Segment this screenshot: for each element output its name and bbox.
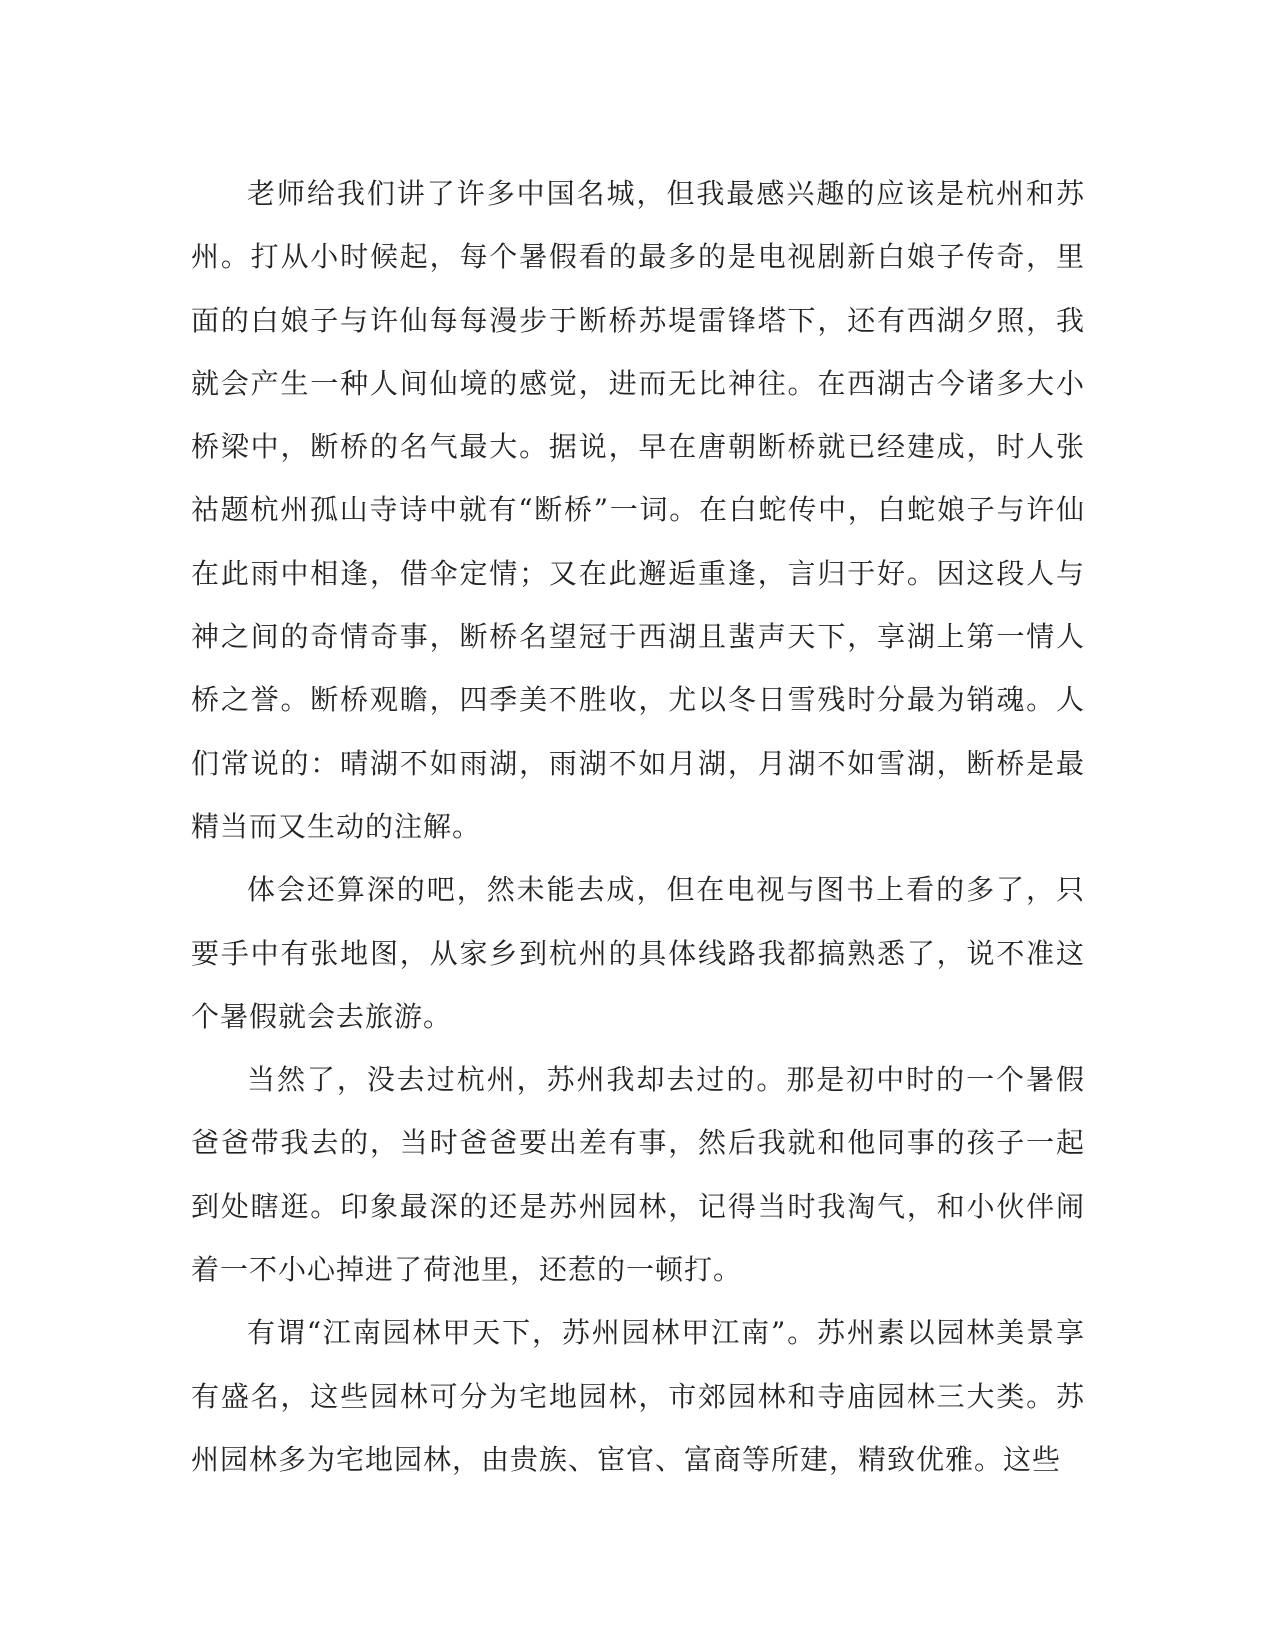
paragraph-3: 当然了，没去过杭州，苏州我却去过的。那是初中时的一个暑假爸爸带我去的，当时爸爸要出差有事，然后我就和他同事的孩子一起到处瞎逛。印象最深的还是苏州园林，记得当时我淘气，和小伙伴闹着一不小心掉进了荷池里，还惹的一顿打。 bbox=[191, 1063, 1085, 1287]
paragraph-4: 有谓“江南园林甲天下，苏州园林甲江南”。苏州素以园林美景享有盛名，这些园林可分为宅地园林，市郊园林和寺庙园林三大类。苏州园林多为宅地园林，由贵族、宦官、富商等所建，精致优雅。这些 bbox=[191, 1316, 1085, 1476]
document-body bbox=[191, 162, 1085, 1491]
paragraph-2: 体会还算深的吧，然未能去成，但在电视与图书上看的多了，只要手中有张地图，从家乡到杭州的具体线路我都搞熟悉了，说不准这个暑假就会去旅游。 bbox=[191, 873, 1085, 1033]
paragraph-1: 老师给我们讲了许多中国名城，但我最感兴趣的应该是杭州和苏州。打从小时候起，每个暑假看的最多的是电视剧新白娘子传奇，里面的白娘子与许仙每每漫步于断桥苏堤雷锋塔下，还有西湖夕照，我就会产生一种人间仙境的感觉，进而无比神往。在西湖古今诸多大小桥梁中，断桥的名气最大。据说，早在唐朝断桥就已经建成，时人张祜题杭州孤山寺诗中就有“断桥”一词。在白蛇传中，白蛇娘子与许仙在此雨中相逢，借伞定情；又在此邂逅重逢，言归于好。因这段人与神之间的奇情奇事，断桥名望冠于西湖且蜚声天下，享湖上第一情人桥之誉。断桥观瞻，四季美不胜收，尤以冬日雪残时分最为销魂。人们常说的：晴湖不如雨湖，雨湖不如月湖，月湖不如雪湖，断桥是最精当而又生动的注解。 bbox=[191, 177, 1085, 843]
